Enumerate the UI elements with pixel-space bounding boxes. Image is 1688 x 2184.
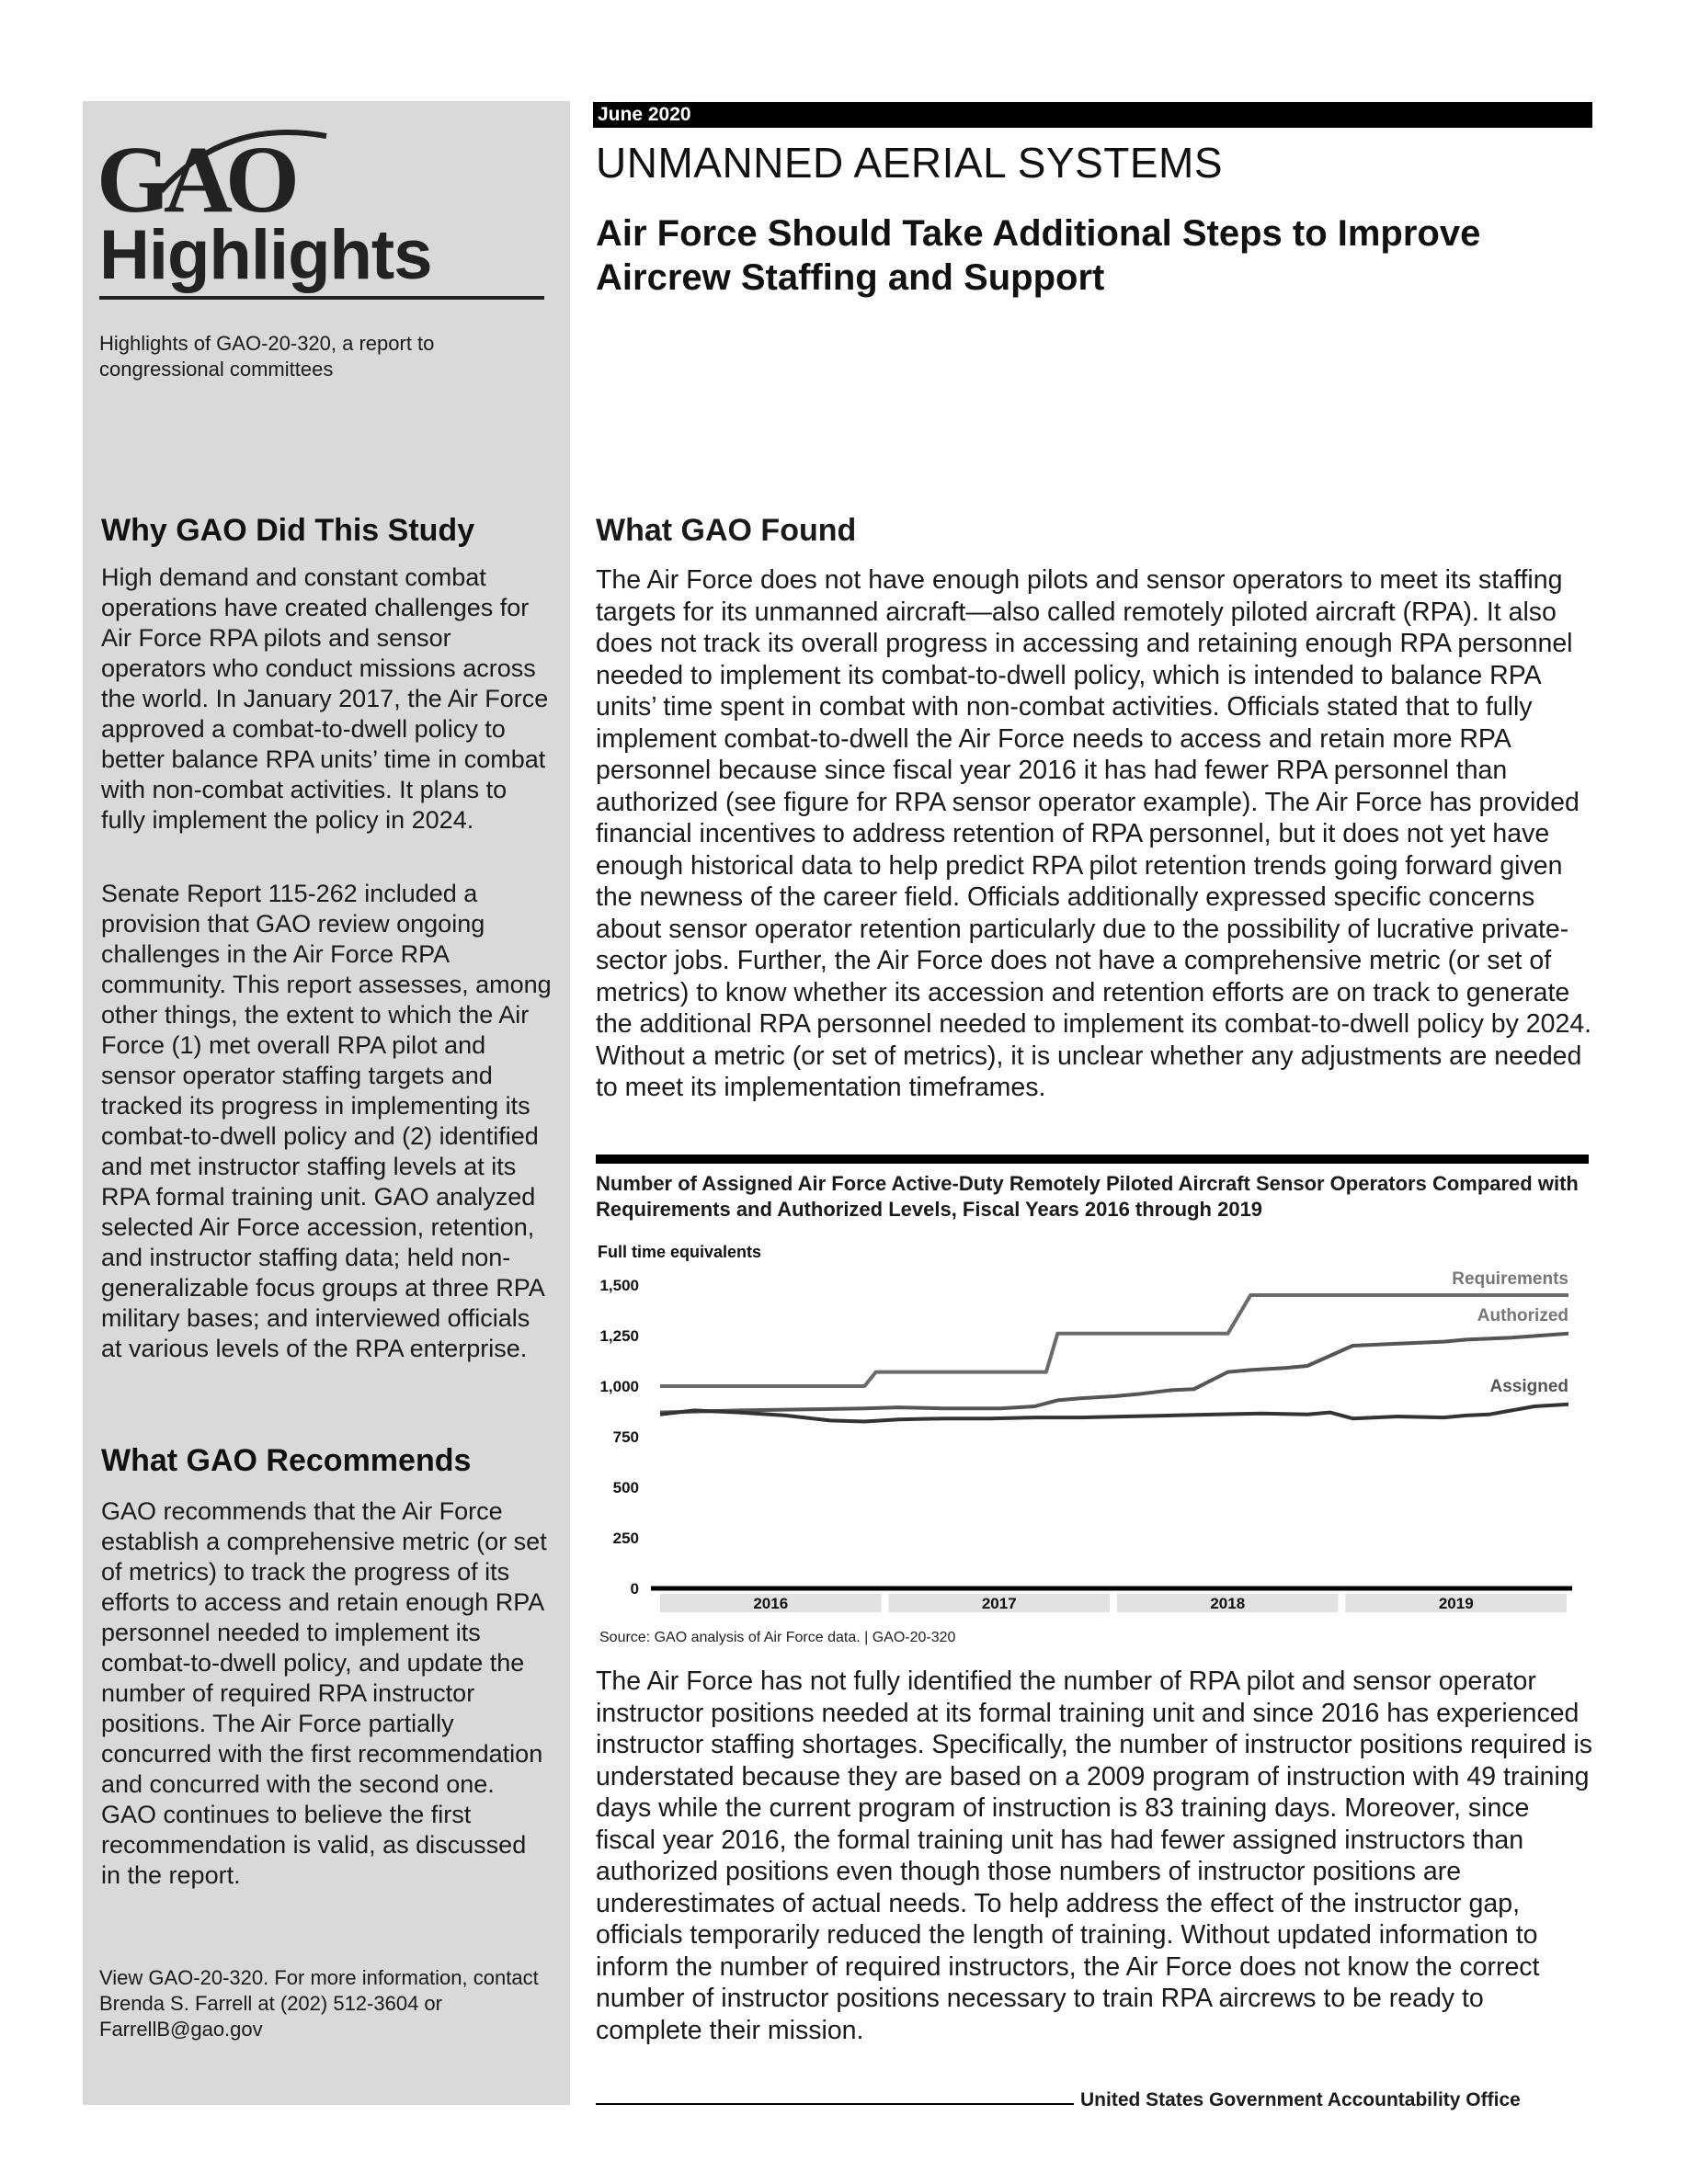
why-study-paragraph-1: High demand and constant combat operations have created challenges for Air Force RPA pilots and sensor operators who conduct missions across the world. In January 2017, the Air Force approved a combat-to-dwell policy to better balance RPA units’ time in combat with non-combat activities. It plans to fully implement the policy in 2024. [101,563,549,834]
y-tick-label: 750 [612,1428,639,1446]
figure-source: Source: GAO analysis of Air Force data. | GAO-20-320 [599,1630,956,1645]
y-tick-label: 0 [630,1580,639,1598]
series-label-authorized: Authorized [1477,1305,1568,1325]
highlights-subtitle: Highlights of GAO-20-320, a report to congressional committees [99,332,435,381]
y-tick-label: 250 [612,1530,639,1547]
series-label-requirements: Requirements [1452,1269,1568,1289]
recommends-paragraph: GAO recommends that the Air Force establish a comprehensive metric (or set of metrics) to track the progress of its efforts to access and retain enough RPA personnel needed to implement its combat-to-dwell policy, and update the number of required RPA instructor positions. The Air Force partially concurred with the first recommendation and concurred with the second one. GAO continues to believe the first recommendation is valid, as discussed in the report. [101,1497,547,1889]
series-line-assigned [660,1405,1568,1422]
x-tick-label: 2017 [981,1595,1017,1612]
highlights-title: Highlights [99,216,432,294]
y-tick-label: 1,250 [599,1327,639,1345]
what-gao-found-heading: What GAO Found [596,513,857,548]
y-tick-label: 1,500 [599,1277,639,1294]
report-title: UNMANNED AERIAL SYSTEMS [596,139,1224,187]
report-subtitle: Air Force Should Take Additional Steps to Improve Aircrew Staffing and Support [596,213,1481,298]
y-tick-label: 500 [612,1479,639,1496]
series-label-assigned: Assigned [1489,1376,1568,1396]
footer-rule [596,2103,1074,2105]
gao-logo [97,127,354,228]
why-study-paragraph-2: Senate Report 115-262 included a provision that GAO review ongoing challenges in the Air Force RPA community. This report assesses, among other things, the extent to which the Air Force (1) met overall RPA pilot and sensor operator staffing targets and tracked its progress in implementing its combat-to-dwell policy and (2) identified and met instructor staffing levels at its RPA formal training unit. GAO analyzed selected Air Force accession, retention, and instructor staffing data; held non-generalizable focus groups at three RPA military bases; and interviewed officials at various levels of the RPA enterprise. [101,880,552,1362]
gao-logo-text: GAO [97,127,292,228]
why-study-heading: Why GAO Did This Study [101,513,475,548]
x-tick-label: 2016 [753,1595,789,1612]
figure-title: Number of Assigned Air Force Active-Duty Remotely Piloted Aircraft Sensor Operators Compared with Requirements and Authorized Levels, Fiscal Years 2016 through 2019 [596,1172,1579,1221]
x-tick-label: 2018 [1210,1595,1246,1612]
date-bar [593,102,1592,128]
found-paragraph-1: The Air Force does not have enough pilots and sensor operators to meet its staffing targets for its unmanned aircraft—also called remotely piloted aircraft (RPA). It also does not track its overall progress in accessing and retaining enough RPA personnel needed to implement its combat-to-dwell policy, which is intended to balance RPA units’ time spent in combat with non-combat activities. Officials stated that to fully implement combat-to-dwell the Air Force needs to access and retain more RPA personnel because since fiscal year 2016 it has had fewer RPA personnel than authorized (see figure for RPA sensor operator example). The Air Force has provided financial incentives to address retention of RPA personnel, but it does not yet have enough historical data to help predict RPA pilot retention trends going forward given the newness of the career field. Officials additionally expressed specific concerns about sensor operator retention particularly due to the possibility of lucrative private-sector jobs. Further, the Air Force does not have a comprehensive metric (or set of metrics) to know whether its accession and retention efforts are on track to generate the additional RPA personnel needed to implement its combat-to-dwell policy by 2024. Without a metric (or set of metrics), it is unclear whether any adjustments are needed to meet its implementation timeframes. [596,565,1592,1102]
series-line-authorized [660,1334,1568,1413]
footer-organization: United States Government Accountability Office [1080,2089,1521,2110]
y-tick-label: 1,000 [599,1378,639,1395]
chart-ylabel: Full time equivalents [598,1243,762,1261]
contact-info: View GAO-20-320. For more information, contact Brenda S. Farrell at (202) 512-3604 or FarrellB@gao.gov [99,1966,539,2041]
sensor-operator-chart [588,1241,1600,1618]
found-paragraph-2: The Air Force has not fully identified the number of RPA pilot and sensor operator instructor positions needed at its formal training unit and since 2016 has experienced instructor staffing shortages. Specifically, the number of instructor positions required is understated because they are based on a 2009 program of instruction with 49 training days while the current program of instruction is 83 training days. Moreover, since fiscal year 2016, the formal training unit has had fewer assigned instructors than authorized positions even though those numbers of instructor positions are underestimates of actual needs. To help address the effect of the instructor gap, officials temporarily reduced the length of training. Without updated information to inform the number of required instructors, the Air Force does not know the correct number of instructor positions necessary to train RPA aircrews to be ready to complete their mission. [596,1666,1593,2045]
recommends-heading: What GAO Recommends [101,1443,472,1478]
highlights-rule [99,296,544,300]
figure-top-rule [596,1155,1589,1164]
x-tick-label: 2019 [1438,1595,1474,1612]
report-date: June 2020 [598,104,691,125]
